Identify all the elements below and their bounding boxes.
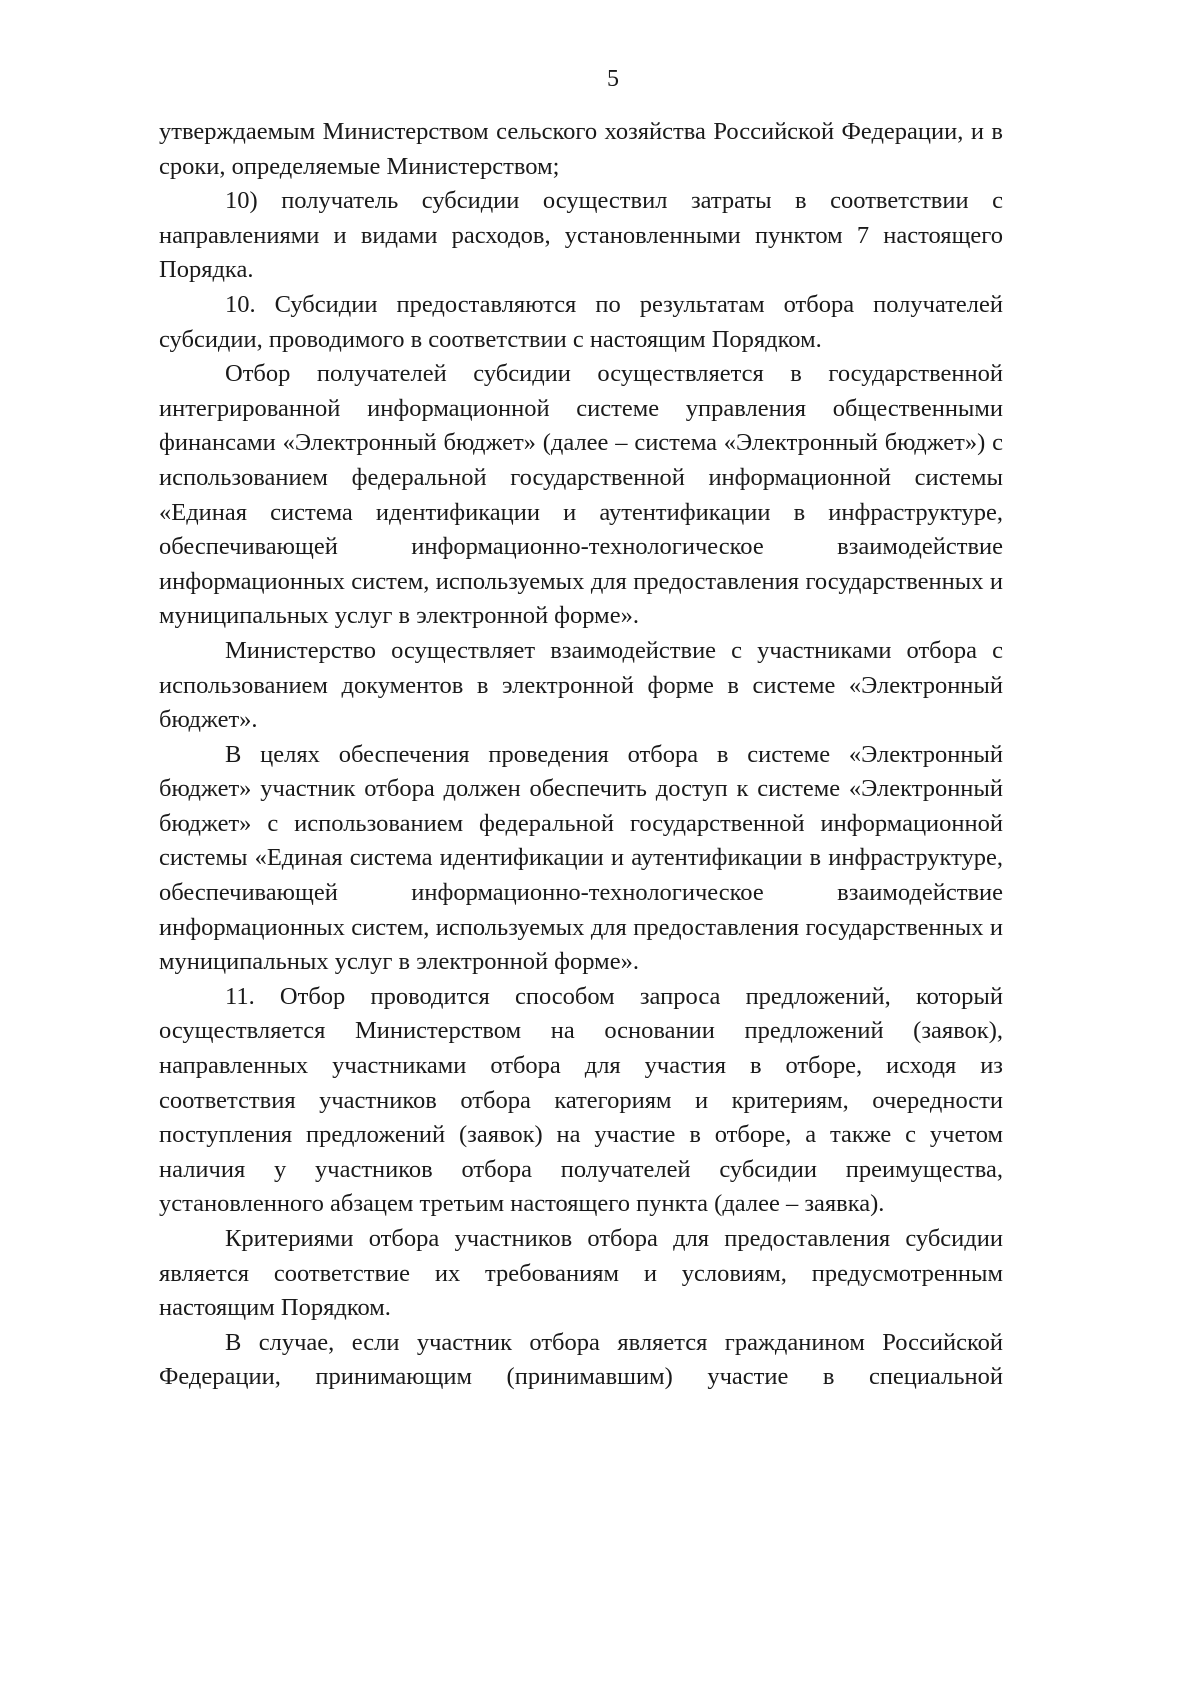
document-body xyxy=(159,115,1003,1395)
paragraph: В целях обеспечения проведения отбора в системе «Электронный бюджет» участник отбора должен обеспечить доступ к системе «Электронный бюджет» с использованием федеральной государственной информационной системы «Единая система идентификации и аутентификации в инфраструктуре, обеспечивающей информационно-технологическое взаимодействие информационных систем, используемых для предоставления государственных и муниципальных услуг в электронной форме». xyxy=(159,740,1003,976)
paragraph: 10) получатель субсидии осуществил затраты в соответствии с направлениями и видами расходов, установленными пунктом 7 настоящего Порядка. xyxy=(159,187,1003,284)
paragraph: утверждаемым Министерством сельского хозяйства Российской Федерации, и в сроки, определяемые Министерством; xyxy=(159,118,1003,180)
page-number: 5 xyxy=(607,66,619,92)
paragraph: В случае, если участник отбора является гражданином Российской Федерации, принимающим (принимавшим) участие в специальной xyxy=(159,1328,1003,1391)
paragraph: Критериями отбора участников отбора для предоставления субсидии является соответствие их требованиям и условиям, предусмотренным настоящим Порядком. xyxy=(159,1225,1003,1322)
paragraph: 10. Субсидии предоставляются по результатам отбора получателей субсидии, проводимого в соответствии с настоящим Порядком. xyxy=(159,290,1003,353)
paragraph: 11. Отбор проводится способом запроса предложений, который осуществляется Министерством на основании предложений (заявок), направленных участниками отбора для участия в отборе, исходя из соответствия участников отбора категориям и критериям, очередности поступления предложений (заявок) на участие в отборе, а также с учетом наличия у участников отбора получателей субсидии преимущества, установленного абзацем третьим настоящего пункта (далее – заявка). xyxy=(159,982,1003,1218)
paragraph: Отбор получателей субсидии осуществляется в государственной интегрированной информационной системе управления общественными финансами «Электронный бюджет» (далее – система «Электронный бюджет») с использованием федеральной государственной информационной системы «Единая система идентификации и аутентификации в инфраструктуре, обеспечивающей информационно-технологическое взаимодействие информационных систем, используемых для предоставления государственных и муниципальных услуг в электронной форме». xyxy=(159,360,1003,630)
paragraph: Министерство осуществляет взаимодействие с участниками отбора с использованием документов в электронной форме в системе «Электронный бюджет». xyxy=(159,636,1003,734)
